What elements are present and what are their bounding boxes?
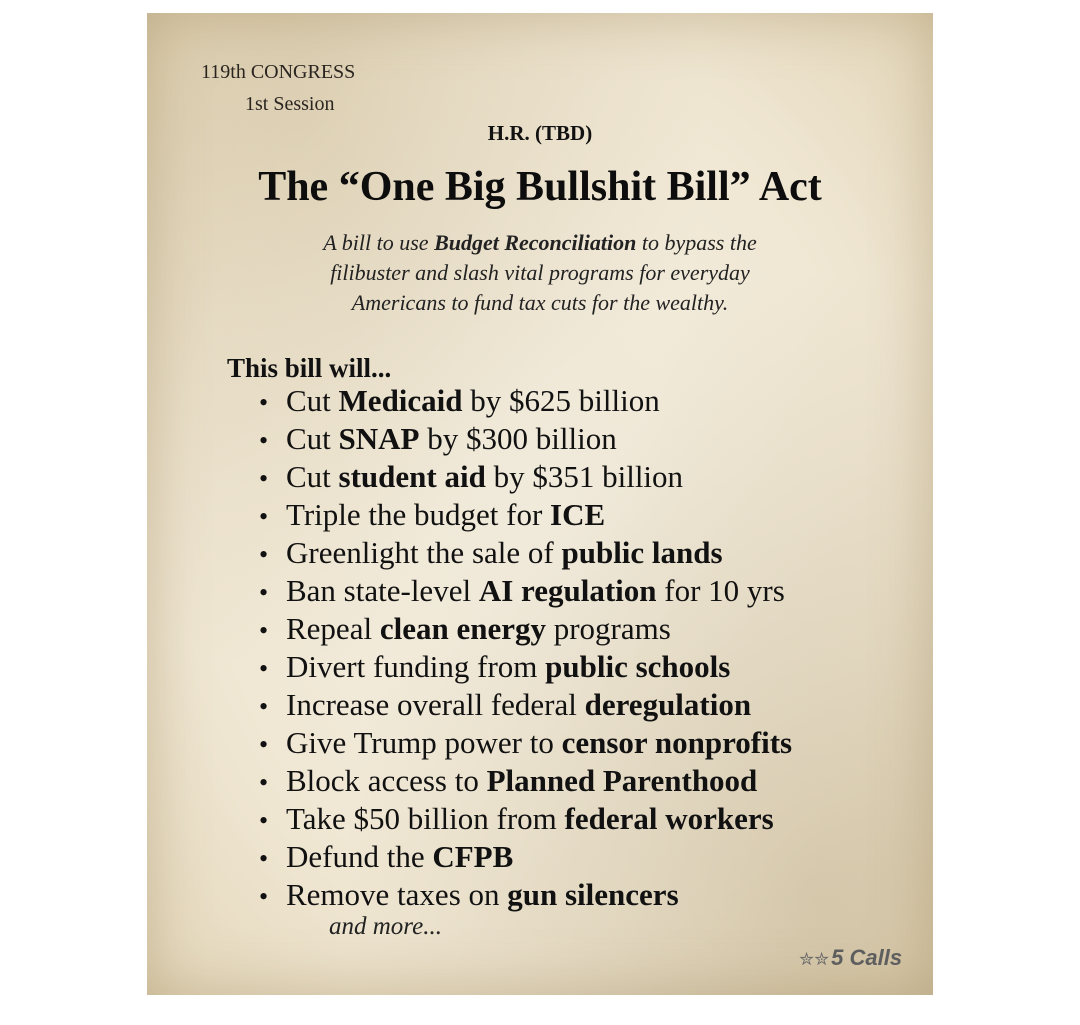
bullet-icon: • — [259, 578, 269, 607]
list-item — [259, 876, 792, 914]
item-emphasis: public lands — [561, 535, 723, 570]
bullet-icon: • — [259, 616, 269, 645]
item-text: Take $50 billion from — [286, 801, 565, 836]
item-emphasis: clean energy — [379, 611, 546, 646]
item-text: programs — [545, 611, 671, 646]
item-text: Triple the budget for — [286, 497, 551, 532]
bullet-icon: • — [259, 426, 269, 455]
bullet-icon: • — [259, 388, 269, 417]
item-text: Cut — [286, 459, 339, 494]
item-text: Divert funding from — [286, 649, 546, 684]
item-emphasis: AI regulation — [478, 573, 657, 608]
list-item — [259, 610, 792, 648]
bullet-icon: • — [259, 692, 269, 721]
bullet-icon: • — [259, 844, 269, 873]
item-text: Greenlight the sale of — [286, 535, 562, 570]
list-item — [259, 458, 792, 496]
item-emphasis: deregulation — [584, 687, 752, 722]
list-item — [259, 382, 792, 420]
list-item — [259, 800, 792, 838]
item-emphasis: CFPB — [432, 839, 514, 874]
bullet-icon: • — [259, 730, 269, 759]
logo-text: 5 Calls — [831, 945, 903, 970]
bullet-icon: • — [259, 882, 269, 911]
item-emphasis: ICE — [550, 497, 606, 532]
item-emphasis: SNAP — [338, 421, 420, 456]
and-more-label: and more... — [329, 913, 442, 940]
stars-icon: ✮✮ — [799, 949, 830, 969]
item-emphasis: student aid — [338, 459, 486, 494]
summary-line-1: A bill to use Budget Reconciliation to bypass the — [323, 230, 757, 255]
list-item — [259, 838, 792, 876]
item-emphasis: Medicaid — [338, 383, 463, 418]
page-title: The “One Big Bullshit Bill” Act — [258, 164, 822, 210]
item-text: Block access to — [286, 763, 487, 798]
congress-label: 119th CONGRESS — [201, 61, 356, 83]
summary-line-3: Americans to fund tax cuts for the wealthy. — [351, 290, 729, 315]
list-item — [259, 534, 792, 572]
item-text: by $625 billion — [462, 383, 660, 418]
session-label: 1st Session — [245, 93, 335, 115]
item-text: Ban state-level — [286, 573, 479, 608]
item-text: Repeal — [286, 611, 380, 646]
bullet-icon: • — [259, 502, 269, 531]
list-item — [259, 572, 792, 610]
bullet-icon: • — [259, 464, 269, 493]
bill-document — [147, 13, 933, 995]
item-emphasis: gun silencers — [507, 877, 679, 912]
item-text: for 10 yrs — [656, 573, 785, 608]
bullet-icon: • — [259, 768, 269, 797]
bullet-icon: • — [259, 540, 269, 569]
bill-summary — [237, 228, 843, 318]
summary-line-2: filibuster and slash vital programs for everyday — [330, 260, 750, 285]
bill-number: H.R. (TBD) — [487, 121, 593, 145]
list-item — [259, 496, 792, 534]
item-text: Increase overall federal — [286, 687, 585, 722]
list-item — [259, 420, 792, 458]
item-text: by $351 billion — [485, 459, 684, 494]
list-item — [259, 724, 792, 762]
item-emphasis: federal workers — [564, 801, 774, 836]
list-item — [259, 686, 792, 724]
item-text: Give Trump power to — [286, 725, 562, 760]
item-text: Remove taxes on — [286, 877, 508, 912]
item-emphasis: public schools — [545, 649, 731, 684]
list-intro: This bill will... — [227, 353, 392, 383]
item-text: Defund the — [286, 839, 433, 874]
five-calls-logo — [799, 945, 902, 971]
item-text: Cut — [286, 383, 339, 418]
list-item — [259, 648, 792, 686]
item-emphasis: censor nonprofits — [561, 725, 793, 760]
provisions-list — [259, 382, 792, 914]
item-text: by $300 billion — [419, 421, 617, 456]
bullet-icon: • — [259, 806, 269, 835]
list-item — [259, 762, 792, 800]
bullet-icon: • — [259, 654, 269, 683]
item-text: Cut — [286, 421, 339, 456]
item-emphasis: Planned Parenthood — [486, 763, 758, 798]
